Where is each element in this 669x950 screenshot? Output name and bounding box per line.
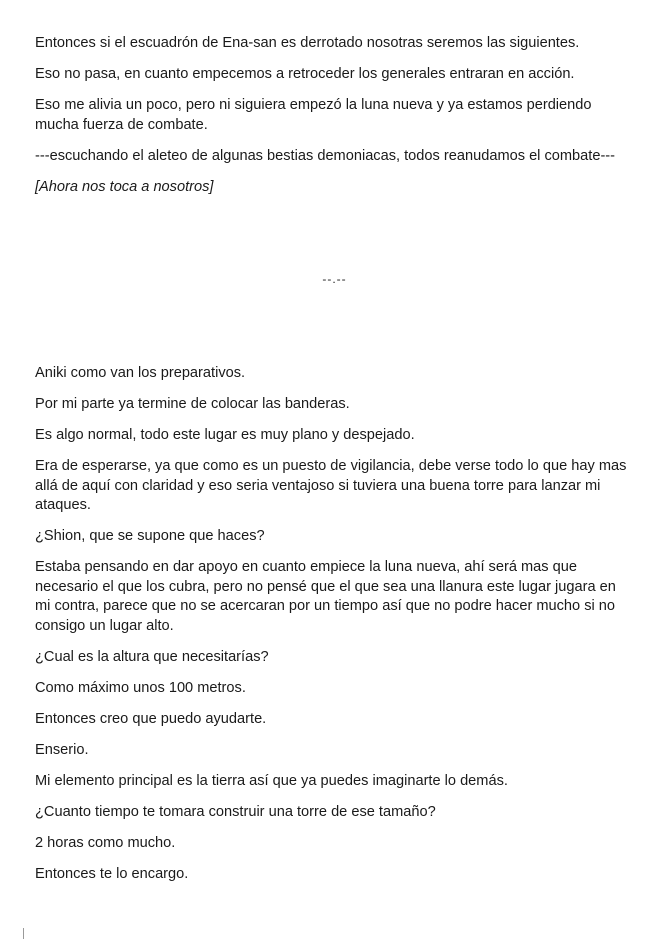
paragraph: 2 horas como mucho. (35, 834, 176, 851)
paragraph: Mi elemento principal es la tierra así que ya puedes imaginarte lo demás. (35, 772, 508, 789)
text-cursor-mark (23, 928, 24, 939)
paragraph: Entonces te lo encargo. (35, 865, 189, 882)
paragraph: Aniki como van los preparativos. (35, 365, 246, 381)
paragraph: Enserio. (35, 741, 89, 758)
paragraph: ¿Cual es la altura que necesitarías? (35, 648, 269, 665)
scene-separator: --.-- (322, 272, 347, 286)
paragraph: Por mi parte ya termine de colocar las banderas. (35, 396, 350, 412)
document-section-one (35, 34, 635, 209)
paragraph: Como máximo unos 100 metros. (35, 679, 246, 696)
paragraph: Eso no pasa, en cuanto empecemos a retroceder los generales entraran en acción. (35, 66, 575, 82)
paragraph: Era de esperarse, ya que como es un puesto de vigilancia, debe verse todo lo que hay mas allá de aquí con claridad y eso seria ventajoso si tuviera una buena torre para lanzar mi ataques. (35, 458, 627, 513)
paragraph: Entonces si el escuadrón de Ena-san es derrotado nosotras seremos las siguientes. (35, 35, 580, 51)
paragraph: Eso me alivia un poco, pero ni siguiera empezó la luna nueva y ya estamos perdiendo mucha fuerza de combate. (35, 97, 592, 133)
paragraph: ¿Cuanto tiempo te tomara construir una torre de ese tamaño? (35, 803, 436, 820)
paragraph: Entonces creo que puedo ayudarte. (35, 710, 267, 727)
paragraph: ---escuchando el aleteo de algunas bestias demoniacas, todos reanudamos el combate--- (35, 147, 616, 164)
paragraph: ¿Shion, que se supone que haces? (35, 528, 265, 544)
paragraph: Estaba pensando en dar apoyo en cuanto empiece la luna nueva, ahí será mas que necesario el que los cubra, pero no pensé que el que sea una llanura este lugar jugara en mi contra, parece que no se acercaran por un tiempo así que no podre hacer mucho si no consigo un lugar alto. (35, 559, 616, 634)
paragraph: Es algo normal, todo este lugar es muy plano y despejado. (35, 427, 415, 443)
italic-paragraph: [Ahora nos toca a nosotros] (35, 178, 214, 195)
document-section-two (35, 364, 635, 896)
